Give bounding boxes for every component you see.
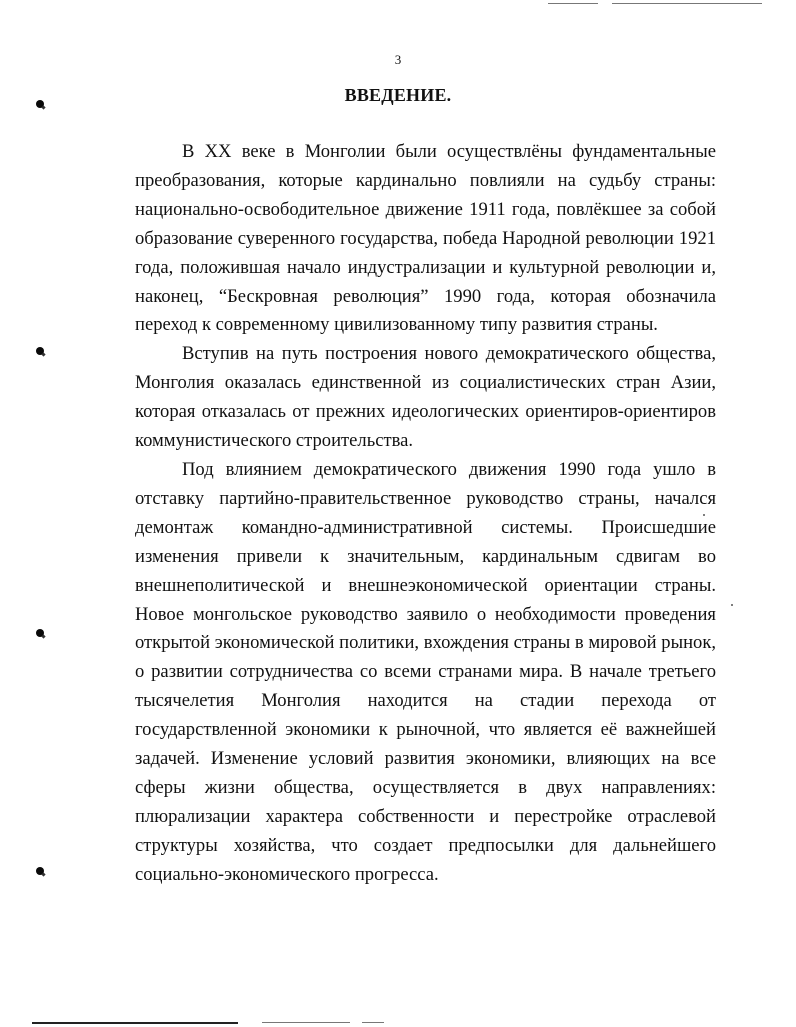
body-text	[135, 138, 716, 890]
page-number: 3	[394, 52, 402, 67]
paragraph: В XX веке в Монголии были осуществлёны фундаментальные преобразования, которые кардинально повлияли на судьбу страны: национально-освободительное движение 1911 года, повлёкшее за собой образование суверенного государства, победа Народной революции 1921 года, положившая начало индустрализации и культурной революции и, наконец, “Бескровная революция” 1990 года, которая обозначила переход к современному цивилизованному типу развития страны.	[135, 141, 716, 336]
paragraph: Вступив на путь построения нового демократического общества, Монголия оказалась единственной из социалистических стран Азии, которая отказалась от прежних идеологических ориентиров-ориентиров коммунистического строительства.	[135, 343, 716, 452]
punch-hole-mark	[36, 867, 44, 875]
page-title: ВВЕДЕНИЕ.	[344, 85, 452, 105]
scan-speck	[731, 604, 733, 606]
scan-artifact-bottom-mid	[262, 1022, 350, 1023]
scan-artifact-bottom-left	[32, 1022, 238, 1024]
scan-artifact-top-left	[548, 3, 598, 4]
paragraph: Под влиянием демократического движения 1990 года ушло в отставку партийно-правительственное руководство страны, начался демонтаж командно-административной системы. Происшедшие изменения привели к значительным, кардинальным сдвигам во внешнеполитической и внешнеэкономической ориентации страны. Новое монгольское руководство заявило о необходимости проведения открытой экономической политики, вхождения страны в мировой рынок, о развитии сотрудничества со всеми странами мира. В начале третьего тысячелетия Монголия находится на стадии перехода от государствленной экономики к рыночной, что является её важнейшей задачей. Изменение условий развития экономики, влияющих на все сферы жизни общества, осуществляется в двух направлениях: плюрализации характера собственности и перестройке отраслевой структуры хозяйства, что создает предпосылки для дальнейшего социально-экономического прогресса.	[135, 458, 716, 885]
scan-artifact-bottom-right	[362, 1022, 384, 1023]
scan-artifact-top-right	[612, 3, 762, 4]
punch-hole-mark	[36, 347, 44, 355]
punch-hole-mark	[36, 629, 44, 637]
